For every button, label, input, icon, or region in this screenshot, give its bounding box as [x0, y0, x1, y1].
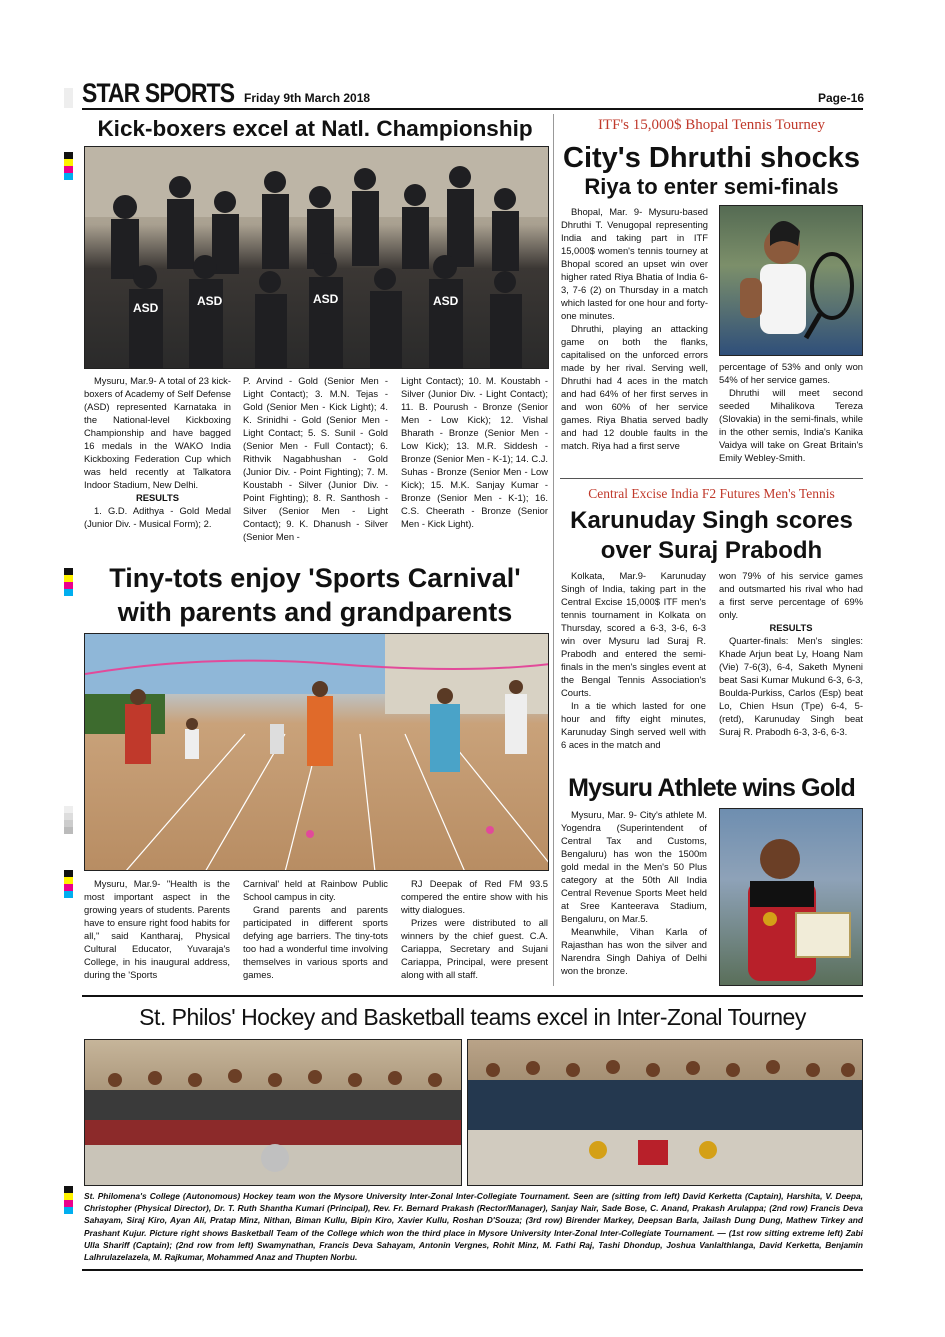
- kickbox-results-cont: P. Arvind - Gold (Senior Men - Light Contact); 3. M.N. Tejas - Gold (Senior Men - Kick Light); 4. K. Srinidhi - Gold (Senior Men - Light Contact; 5. S. Sunil - Gold (Senior Men - Full Contact); 6. Rithvik Nagabhushan - Gold (Junior Div. - Point Fighting); 7. M. Koustabh - Silver (Junior Div. - Point Fighting); 8. R. Santhosh - Silver (Senior Men - Light Contact); 9. K. Dhanush - Silver (Senior Men -: [243, 375, 388, 542]
- carnival-p5: Prizes were distributed to all winners by the chief guest. C.A. Cariappa, Secretary and Sujani Cariappa, Principal, were present along with all staff.: [401, 917, 548, 980]
- kickbox-col-3: [401, 374, 548, 530]
- shirt-logo: ASD: [197, 294, 223, 308]
- kickbox-team-photo: [84, 146, 549, 369]
- kickbox-results-label: RESULTS: [135, 492, 180, 503]
- tennis1-p4: Dhruthi will meet second seeded Mihalikova Tereza (Slovakia) in the semi-finals, while in the other semis, India's Kanika Vaidya will take on Great Britain's Emily Webley-Smith.: [719, 387, 863, 463]
- carnival-headline-2: with parents and grandparents: [117, 597, 513, 627]
- carnival-p4: RJ Deepak of Red FM 93.5 compered the entire show with his witty dialogues.: [401, 878, 548, 915]
- tennis2-p2: In a tie which lasted for one hour and fifty eight minutes, Karunuday Singh served well with 6 aces in the match and: [561, 700, 706, 750]
- athlete-col: [561, 808, 707, 977]
- issue-date: Friday 9th March 2018: [244, 91, 371, 105]
- athlete-p1: Mysuru, Mar. 9- City's athlete M. Yogendra (Superintendent of Central Tax and Customs, Bengaluru) has won the 1500m gold medal in the Men's 50 Plus category at the 50th All India Central Revenue Sports Meet held at Sree Kanteerava Stadium, Bengaluru, on Mar.5.: [561, 809, 707, 924]
- section-rule: [560, 478, 863, 479]
- hockey-photo-art: [85, 1040, 462, 1186]
- kickbox-results-end: Light Contact); 10. M. Koustabh - Silver (Junior Div. - Light Contact); 11. B. Pourush - Bronze (Senior Men - Low Kick); 12. Vishal Bharath - Bronze (Senior Men - Low Kick); 13. M.R. Siddesh - Bronze (Senior Men - K-1); 14. C.J. Suhas - Bronze (Senior Men - Low Kick); 15. M.K. Sanjay Kumar - Bronze (Senior Men - K-1); 16. C.S. Cheerath - Bronze (Senior Men - Kick Light).: [401, 375, 548, 529]
- philos-photo-caption: St. Philomena's College (Autonomous) Hockey team won the Mysore University Inter-Zonal Inter-Collegiate Tournament. Seen are (sitting from left) David Kerketta (Captain), Harshita, V. Deepa, Christopher (Physical Director), Dr. T. Ruth Shantha Kumari (Principal), Rev. Fr. Bernard Prakash (Rector/Manager), Sanjay Nair, Sade Bose, C. Anand, Prakash Arulappa; (2nd row) Francis Deva Sahayam, Siraj Kiro, Ayan Ali, Pratap Minz, Nithan, Biman Kullu, Bipin Kiro, Xavier Kullu, Roshan D'Souza; (3rd row) Birender Markey, Deepsan Barla, Jailash Dung Dung, Mathew Tirkey and Prashant Kujur. Picture right shows Basketball Team of the College which won the third place in Mysore University Inter-Zonal Inter-Collegiate Tournament. — (1st row sitting extreme left) Zabi Ulla Shariff (Captain); (2nd row from left) Swamynathan, Francis Deva Sahayam, Antonin Vergnes, Rohit Minz, M. Fathi Raj, Tashi Dhondup, Joshua Vanlalthlanga, David Kerketta, Benjamin Lalhrulazelazela, M. Rajkumar, Mohammed Anaz and Thupten Norbu.: [84, 1191, 863, 1263]
- athlete-photo-art: [720, 809, 863, 986]
- footer-rule: [82, 1269, 863, 1271]
- column-divider: [553, 114, 554, 986]
- tennis2-results-label: RESULTS: [769, 622, 813, 633]
- registration-marks: [64, 152, 73, 180]
- basketball-photo-art: [468, 1040, 863, 1186]
- tennis1-kicker: ITF's 15,000$ Bhopal Tennis Tourney: [597, 117, 826, 133]
- masthead: STAR SPORTS: [82, 78, 235, 108]
- registration-marks: [64, 870, 73, 898]
- athlete-photo: [719, 808, 863, 986]
- section-rule: [82, 995, 863, 997]
- philos-headline: St. Philos' Hockey and Basketball teams excel in Inter-Zonal Tourney: [139, 1004, 806, 1030]
- tennis2-p3: won 79% of his service games and outsmarted his rival who had a first serve percentage of 69% only.: [719, 570, 863, 620]
- kickbox-photo-art: [85, 147, 549, 369]
- tennis2-headline-1: Karunuday Singh scores: [570, 507, 853, 534]
- carnival-p3: Grand parents and parents participated in different sports defying age barriers. The tiny-tots too had a wonderful time involving themselves in various sports and games.: [243, 904, 388, 980]
- carnival-p1: Mysuru, Mar.9- "Health is the most important aspect in the growing years of students. Parents have to ensure right food habits for all," said Kantharaj, Physical Cultural Educator, Yuvaraja's College, in his inaugural address, during the 'Sports: [84, 878, 230, 980]
- kickbox-headline: Kick-boxers excel at Natl. Championship: [97, 116, 533, 141]
- tennis2-kicker: Central Excise India F2 Futures Men's Tennis: [588, 486, 835, 501]
- registration-marks: [64, 1186, 73, 1214]
- tennis1-p3: percentage of 53% and only won 54% of her service games.: [719, 361, 863, 385]
- shirt-logo: ASD: [433, 294, 459, 308]
- kickbox-results-start: 1. G.D. Adithya - Gold Medal (Junior Div. - Musical Form); 2.: [84, 505, 231, 529]
- tennis-photo-art: [720, 206, 863, 356]
- shirt-logo: ASD: [313, 292, 339, 306]
- kickbox-col-1: [84, 374, 231, 530]
- tennis1-p2: Dhruthi, playing an attacking game on both the flanks, capitalised on the unforced errors made by her rival. Serving well, Dhruthi had 4 aces in the match and had 64% of her first serves in and won 60% of her service games. Riya Bhatia served badly and had 12 double faults in the match. Riya had a first serve: [561, 323, 708, 451]
- page-number: Page-16: [818, 91, 865, 105]
- registration-marks: [64, 568, 73, 596]
- tennis1-headline-1: City's Dhruthi shocks: [563, 142, 860, 174]
- carnival-headline-1: Tiny-tots enjoy 'Sports Carnival': [109, 563, 521, 593]
- registration-marks: [64, 806, 73, 834]
- athlete-headline: Mysuru Athlete wins Gold: [568, 774, 855, 802]
- tennis2-col-1: [561, 569, 706, 751]
- registration-marks: [64, 88, 73, 108]
- header-rule: [82, 108, 863, 110]
- kickbox-col-2: [243, 374, 388, 543]
- tennis2-p1: Kolkata, Mar.9- Karunuday Singh of India, taking part in the Central Excise 15,000$ ITF men's tennis tournament in Kolkata on Thursday, scored a 6-3, 3-6, 6-3 win over Mysuru lad Suraj R. Prabodh and entered the semi-finals in the men's singles event at the Bengal Tennis Association's Courts.: [561, 570, 706, 698]
- tennis-player-photo: [719, 205, 863, 356]
- shirt-logo: ASD: [133, 301, 159, 315]
- carnival-photo-art: [85, 634, 549, 871]
- tennis2-p4: Quarter-finals: Men's singles: Khade Arjun beat Ly, Hoang Nam (Vie) 7-6(3), 6-4, Saketh Myneni beat Sasi Kumar Mukund 6-3, 6-3, Boulda-Purkiss, Carlos (Esp) beat Lo, Chien Hsun (Tpe) 6-4, 5- (retd), Karunuday Singh beat Suraj R. Prabodh 6-3, 3-6, 6-3.: [719, 635, 863, 737]
- hockey-team-photo: [84, 1039, 462, 1186]
- tennis1-p1: Bhopal, Mar. 9- Mysuru-based Dhruthi T. Venugopal representing India and taking part in ITF 15,000$ women's tennis tourney at Bhopal scored an upset win over higher rated Riya Bhatia of India 6-3, 7-6 (2) on Thursday in a match which lasted for one hour and forty-one minutes.: [561, 206, 708, 321]
- kickbox-lead: Mysuru, Mar.9- A total of 23 kick-boxers of Academy of Self Defense (ASD) represented Karnataka in the National-level Kickboxing Championship and have bagged 16 medals in the WAKO India Kickboxing Federation Cup which was held recently at Talkatora Indoor Stadium, New Delhi.: [84, 375, 231, 490]
- carnival-col-2: [243, 877, 388, 981]
- tennis1-headline-2: Riya to enter semi-finals: [584, 174, 839, 199]
- carnival-col-1: [84, 877, 230, 981]
- tennis1-col-2: [719, 360, 863, 464]
- carnival-race-photo: [84, 633, 549, 871]
- tennis2-headline-2: over Suraj Prabodh: [600, 537, 823, 564]
- tennis1-col-1: [561, 205, 708, 452]
- carnival-p2: Carnival' held at Rainbow Public School campus in city.: [243, 878, 388, 902]
- carnival-col-3: [401, 877, 548, 981]
- basketball-team-photo: [467, 1039, 863, 1186]
- athlete-p2: Meanwhile, Vihan Karla of Rajasthan has won the silver and Narendra Singh Dahiya of Delhi won the bronze.: [561, 926, 707, 976]
- tennis2-col-2: [719, 569, 863, 738]
